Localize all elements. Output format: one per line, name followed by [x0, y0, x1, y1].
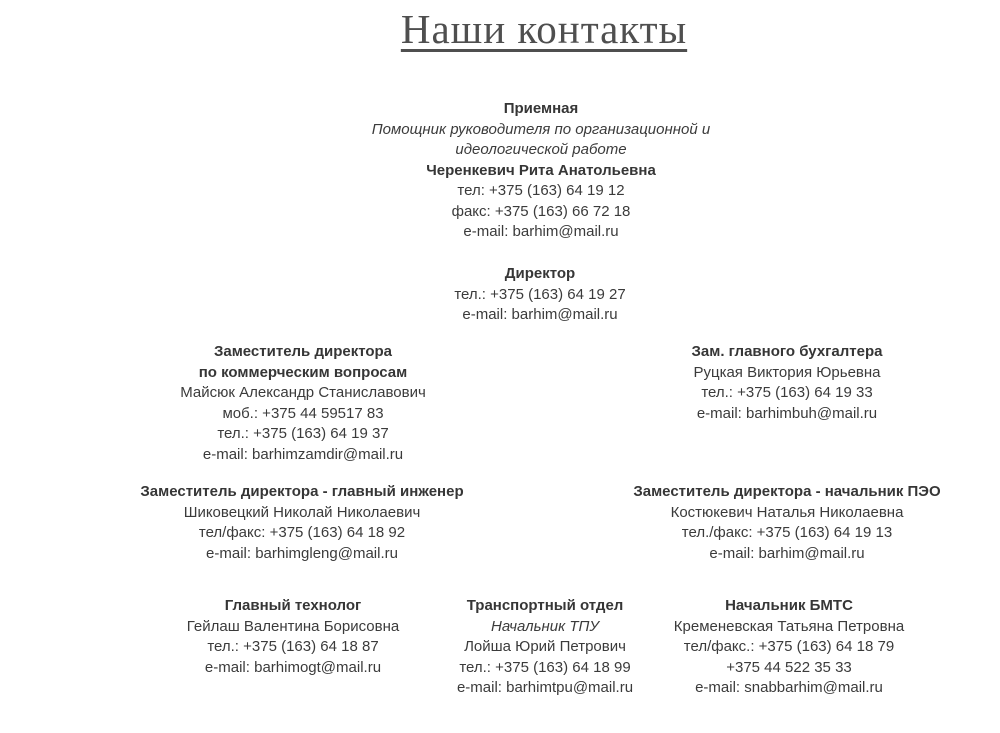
contact-block-transport-department — [457, 596, 633, 699]
contact-block-head-bmts — [674, 596, 904, 699]
contact-block-chief-engineer — [140, 482, 463, 564]
director-phone: тел.: +375 (163) 64 19 27 — [454, 285, 626, 303]
contact-block-deputy-chief-accountant — [692, 342, 883, 424]
deputy-commercial-mobile: моб.: +375 44 59517 83 — [222, 404, 384, 422]
head-bmts-phone-2: +375 44 522 35 33 — [726, 658, 852, 676]
deputy-chief-accountant-person-name: Руцкая Виктория Юрьевна — [693, 363, 881, 381]
transport-department-phone: тел.: +375 (163) 64 18 99 — [459, 658, 631, 676]
deputy-commercial-heading-line-2: по коммерческим вопросам — [198, 363, 408, 381]
head-peo-heading: Заместитель директора - начальник ПЭО — [633, 483, 941, 500]
head-bmts-heading: Начальник БМТС — [725, 597, 853, 614]
reception-heading: Приемная — [503, 100, 579, 117]
chief-technologist-email: e-mail: barhimogt@mail.ru — [204, 658, 382, 676]
head-peo-person-name: Костюкевич Наталья Николаевна — [670, 503, 904, 521]
deputy-commercial-heading-line-1: Заместитель директора — [213, 343, 393, 360]
deputy-commercial-email: e-mail: barhimzamdir@mail.ru — [202, 445, 404, 463]
chief-engineer-person-name: Шиковецкий Николай Николаевич — [183, 503, 421, 521]
chief-technologist-phone: тел.: +375 (163) 64 18 87 — [207, 638, 379, 655]
deputy-commercial-person-name: Майсюк Александр Станиславович — [180, 384, 426, 401]
contact-block-deputy-commercial — [180, 342, 426, 465]
chief-engineer-email: e-mail: barhimgleng@mail.ru — [206, 544, 398, 562]
page-title: Наши контакты — [400, 6, 688, 52]
reception-person-name: Черенкевич Рита Анатольевна — [426, 161, 656, 179]
transport-department-person-name: Лойша Юрий Петрович — [464, 638, 626, 655]
transport-department-role: Начальник ТПУ — [491, 617, 599, 635]
reception-phone: тел: +375 (163) 64 19 12 — [457, 182, 625, 199]
head-peo-phone: тел./факс: +375 (163) 64 19 13 — [681, 524, 893, 541]
reception-role-line-2: идеологической работе — [455, 141, 627, 158]
reception-role-line-1: Помощник руководителя по организационной и — [371, 120, 711, 138]
transport-department-heading: Транспортный отдел — [466, 597, 624, 614]
head-bmts-email: e-mail: snabbarhim@mail.ru — [695, 679, 883, 696]
chief-technologist-person-name: Гейлаш Валентина Борисовна — [186, 617, 400, 635]
chief-engineer-phone: тел/факс: +375 (163) 64 18 92 — [198, 524, 406, 541]
deputy-chief-accountant-email: e-mail: barhimbuh@mail.ru — [696, 404, 878, 422]
chief-technologist-heading: Главный технолог — [224, 597, 362, 614]
chief-engineer-heading: Заместитель директора - главный инженер — [140, 483, 464, 500]
head-peo-email: e-mail: barhim@mail.ru — [709, 544, 865, 562]
director-email: e-mail: barhim@mail.ru — [462, 306, 618, 323]
contact-block-head-peo — [633, 482, 940, 564]
deputy-chief-accountant-heading: Зам. главного бухгалтера — [691, 343, 883, 360]
contact-block-reception — [372, 99, 710, 243]
head-bmts-phone-fax: тел/факс.: +375 (163) 64 18 79 — [683, 638, 895, 655]
reception-fax: факс: +375 (163) 66 72 18 — [451, 202, 631, 220]
contact-block-director — [454, 264, 625, 326]
head-bmts-person-name: Кременевская Татьяна Петровна — [673, 617, 905, 635]
contact-block-chief-technologist — [187, 596, 399, 678]
director-heading: Директор — [504, 265, 576, 282]
deputy-chief-accountant-phone: тел.: +375 (163) 64 19 33 — [701, 384, 873, 401]
transport-department-email: e-mail: barhimtpu@mail.ru — [456, 679, 634, 696]
deputy-commercial-phone: тел.: +375 (163) 64 19 37 — [217, 425, 389, 442]
reception-email: e-mail: barhim@mail.ru — [463, 223, 619, 240]
